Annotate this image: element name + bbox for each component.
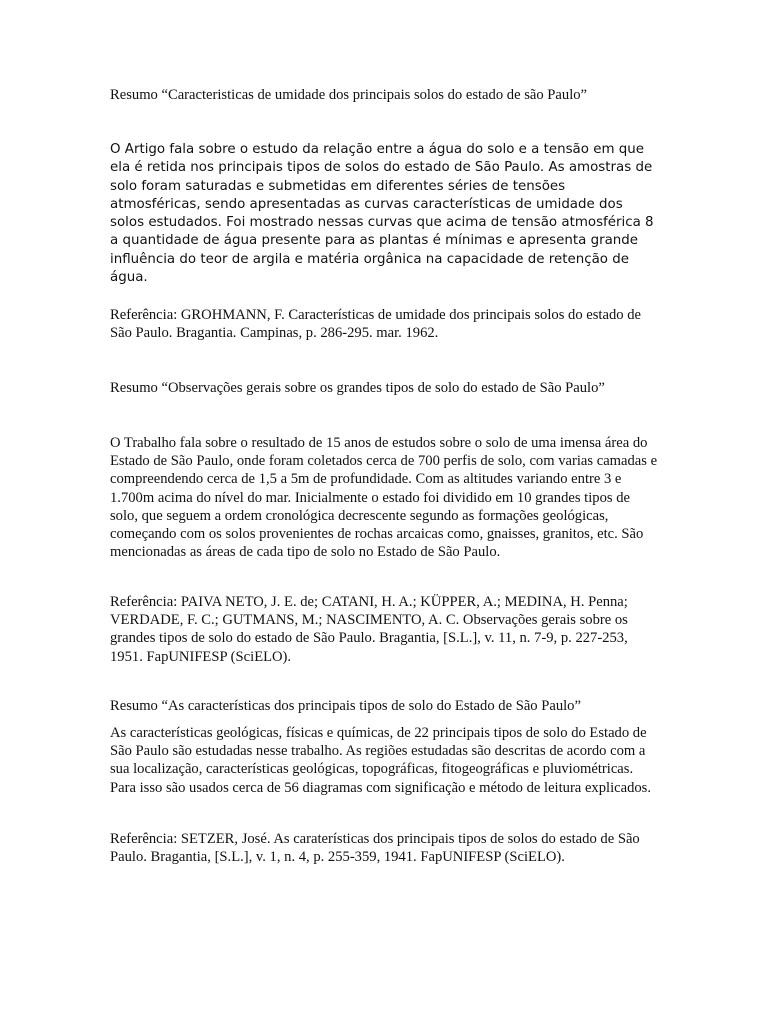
section1-reference: Referência: GROHMANN, F. Características de umidade dos principais solos do estado de São Paulo. Bragantia. Campinas, p. 286-295. mar. 1962. xyxy=(110,307,641,342)
section3-title: Resumo “As características dos principais tipos de solo do Estado de São Paulo” xyxy=(110,698,581,714)
section2-title: Resumo “Observações gerais sobre os grandes tipos de solo do estado de São Paulo” xyxy=(110,380,605,396)
section3-body: As características geológicas, físicas e químicas, de 22 principais tipos de solo do Estado de São Paulo são estudadas nesse trabalho. As regiões estudadas são descritas de acordo com a sua localização, características geológicas, topográficas, fitogeográficas e pluviométricas. Para isso são usados cerca de 56 diagramas com significação e método de leitura explicados. xyxy=(110,725,651,796)
section2-body: O Trabalho fala sobre o resultado de 15 anos de estudos sobre o solo de uma imensa área do Estado de São Paulo, onde foram coletados cerca de 700 perfis de solo, com varias camadas e compreendendo cerca de 1,5 a 5m de profundidade. Com as altitudes variando entre 3 e 1.700m acima do nível do mar. Inicialmente o estado foi dividido em 10 grandes tipos de solo, que seguem a ordem cronológica decrescente segundo as formações geológicas, começando com os solos provenientes de rochas arcaicas como, gnaisses, granitos, etc. São mencionadas as áreas de cada tipo de solo no Estado de São Paulo. xyxy=(110,435,658,561)
section1-body: O Artigo fala sobre o estudo da relação entre a água do solo e a tensão em que ela é retida nos principais tipos de solos do estado de São Paulo. As amostras de solo foram saturadas e submetidas em diferentes séries de tensões atmosféricas, sendo apresentadas as curvas características de umidade dos solos estudados. Foi mostrado nessas curvas que acima de tensão atmosférica 8 a quantidade de água presente para as plantas é mínimas e apresenta grande influência do teor de argila e matéria orgânica na capacidade de retenção de água. xyxy=(110,142,654,286)
section2-reference: Referência: PAIVA NETO, J. E. de; CATANI, H. A.; KÜPPER, A.; MEDINA, H. Penna; VERDADE, F. C.; GUTMANS, M.; NASCIMENTO, A. C. Observações gerais sobre os grandes tipos de solo do estado de São Paulo. Bragantia, [S.L.], v. 11, n. 7-9, p. 227-253, 1951. FapUNIFESP (SciELO). xyxy=(110,594,628,665)
section1-title: Resumo “Caracteristicas de umidade dos principais solos do estado de são Paulo” xyxy=(110,87,588,103)
section3-reference: Referência: SETZER, José. As caraterísticas dos principais tipos de solos do estado de São Paulo. Bragantia, [S.L.], v. 1, n. 4, p. 255-359, 1941. FapUNIFESP (SciELO). xyxy=(110,831,640,866)
